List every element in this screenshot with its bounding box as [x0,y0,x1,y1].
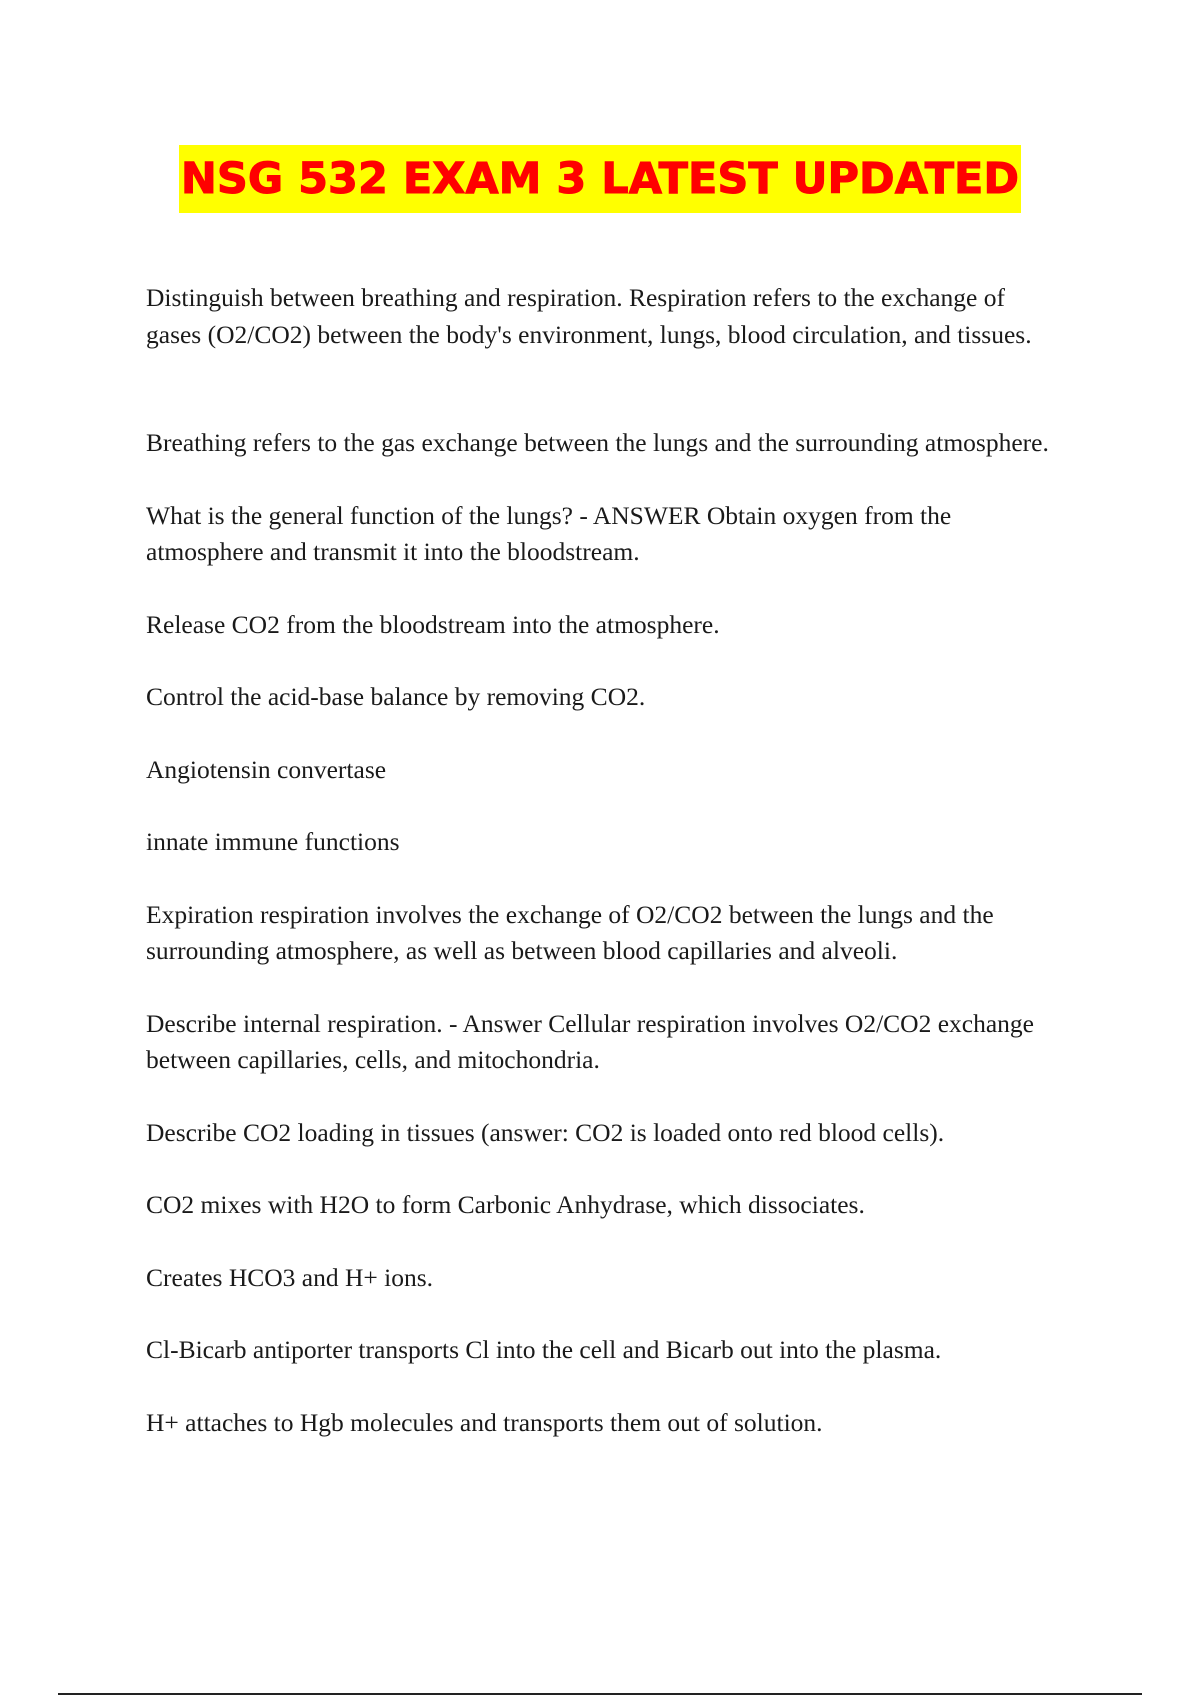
paragraph-angiotensin: Angiotensin convertase [146,754,387,784]
paragraph-innate-immune: innate immune functions [146,827,400,856]
paragraph-release-co2: Release CO2 from the bloodstream into the atmosphere. [146,609,720,639]
paragraph-breathing-definition: Breathing refers to the gas exchange between the lungs and the surrounding atmosphere. [146,428,1049,457]
paragraph-lung-function-question: What is the general function of the lungs? - ANSWER Obtain oxygen from the atmosphere and transmit it into the bloodstream. [146,500,952,566]
paragraph-cl-bicarb: Cl-Bicarb antiporter transports Cl into the cell and Bicarb out into the plasma. [146,1335,942,1364]
paragraph-acid-base: Control the acid-base balance by removing CO2. [146,682,646,711]
bottom-divider [58,1693,1142,1695]
paragraph-expiration: Expiration respiration involves the exchange of O2/CO2 between the lungs and the surrounding atmosphere, as well as between blood capillaries and alveoli. [146,899,994,965]
paragraph-breathing-vs-respiration: Distinguish between breathing and respiration. Respiration refers to the exchange of gases (O2/CO2) between the body's environment, lungs, blood circulation, and tissues. [146,283,1032,349]
paragraph-creates-ions: Creates HCO3 and H+ ions. [146,1262,434,1292]
paragraph-internal-respiration: Describe internal respiration. - Answer Cellular respiration involves O2/CO2 exchange between capillaries, cells, and mitochondria. [146,1008,1034,1074]
title-wrapper [0,145,1200,213]
paragraph-h-attaches: H+ attaches to Hgb molecules and transports them out of solution. [146,1407,823,1437]
document-title: NSG 532 EXAM 3 LATEST UPDATED [179,145,1021,213]
document-body [146,280,1066,1441]
paragraph-co2-loading: Describe CO2 loading in tissues (answer: CO2 is loaded onto red blood cells). [146,1117,945,1147]
paragraph-co2-mixes: CO2 mixes with H2O to form Carbonic Anhydrase, which dissociates. [146,1190,865,1219]
